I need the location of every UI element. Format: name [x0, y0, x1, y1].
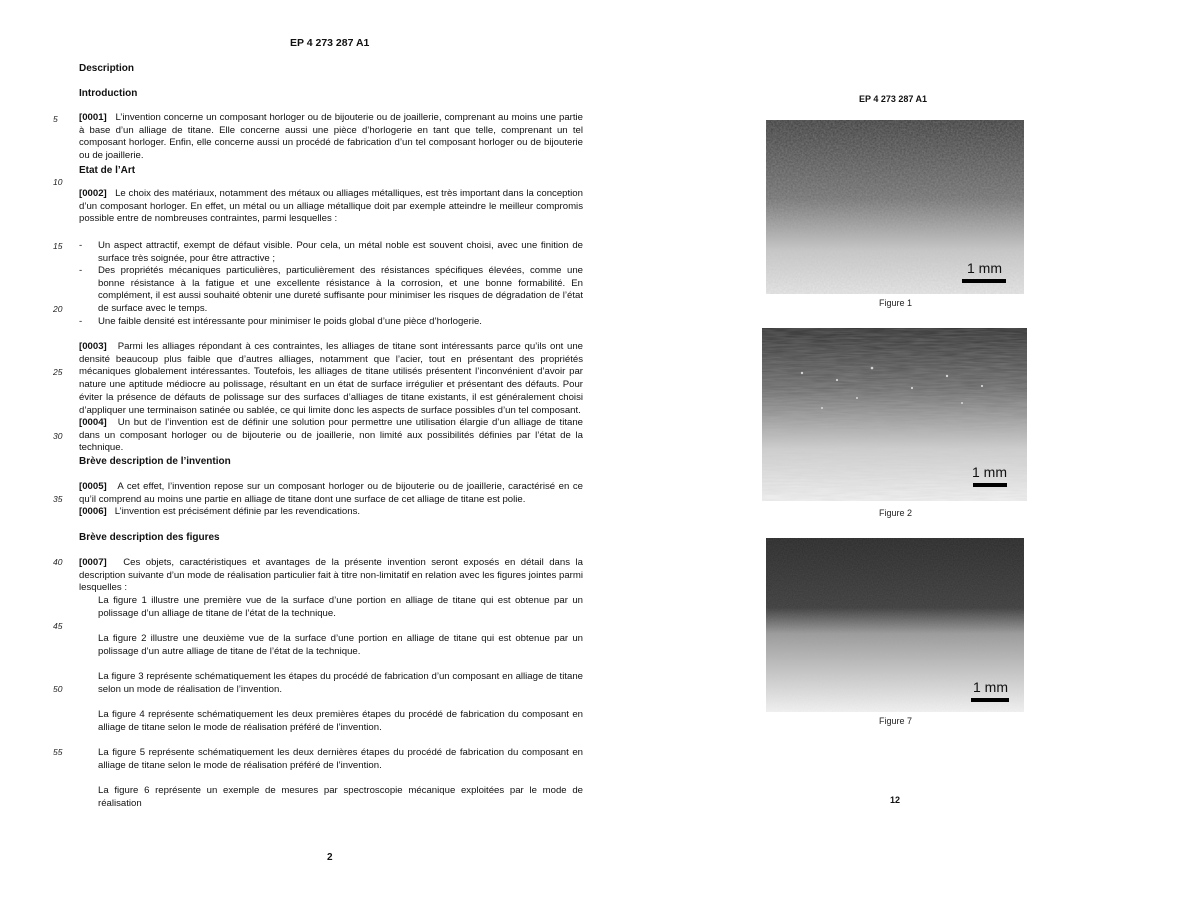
paragraph-text: Parmi les alliages répondant à ces contraintes, les alliages de titane sont intéressants parce qu’ils ont une densité beaucoup plus faible que d’autres alliages, notamment que l’acier, tout en présentant des propriétés mécaniques globalement intéressantes. Toutefois, les alliages de titane utilisés présentent l’inconvénient d’avoir par nature une aptitude médiocre au polissage, résultant en un état de surface irrégulier et présentant des défauts. Pour éviter la présence de défauts de polissage sur des surfaces d’alliages de titane existants, il est généralement choisi d’appliquer une terminaison satinée ou sablée, ce qui limite donc les aspects de surface possibles d’un tel composant.	[79, 341, 583, 416]
bullet-text: Un aspect attractif, exempt de défaut visible. Pour cela, un métal noble est souvent choisi, avec une finition de surface très soignée, pour être attractive ;	[98, 240, 583, 264]
page-number: 12	[890, 795, 901, 805]
paragraph-0007	[79, 557, 583, 595]
line-number: 25	[53, 367, 63, 377]
scale-label: 1 mm	[973, 679, 1008, 695]
paragraph-number: [0005]	[79, 481, 107, 492]
line-number: 10	[53, 177, 63, 187]
page-number: 2	[327, 852, 333, 863]
figure-7-micrograph	[766, 538, 1024, 712]
right-page	[640, 0, 1200, 897]
line-number: 35	[53, 494, 63, 504]
bullet-dash: -	[79, 240, 83, 251]
scale-label: 1 mm	[972, 464, 1007, 480]
section-description: Description	[79, 63, 135, 74]
paragraph-text: Un but de l’invention est de définir une solution pour permettre une utilisation élargie d’un alliage de titane dans un composant horloger ou de bijouterie ou de joaillerie, non limité aux possibilités définies par l’état de la technique.	[79, 417, 584, 454]
section-figures: Brève description des figures	[79, 532, 220, 543]
bullet-text: Des propriétés mécaniques particulières, particulièrement des résistances spécifiques élevées, comme une bonne résistance à la fatigue et une excellente résistance à la corrosion, et une bonne formabilité. En complément, il est aussi souhaité obtenir une dureté suffisante pour minimiser les risques de dégradation de l’état de surface avec le temps.	[98, 265, 583, 315]
paragraph-0003	[79, 341, 583, 417]
line-number: 50	[53, 684, 63, 694]
line-number: 30	[53, 431, 63, 441]
figure-caption: Figure 2	[879, 508, 913, 518]
page-header: EP 4 273 287 A1	[859, 94, 928, 104]
paragraph-number: [0006]	[79, 506, 107, 517]
bullet-text: Une faible densité est intéressante pour minimiser le poids global d’une pièce d’horlogerie.	[98, 316, 482, 327]
paragraph-0004	[79, 417, 583, 455]
paragraph-number: [0004]	[79, 417, 107, 428]
line-number: 45	[53, 621, 63, 631]
paragraph-text: L’invention concerne un composant horloger ou de bijouterie ou de joaillerie, comprenant au moins une partie à base d’un alliage de titane. Elle concerne aussi une pièce d’horlogerie en tant que telle, comprenant un tel composant horloger. Enfin, elle concerne aussi un procédé de fabrication d’un tel composant horloger ou de bijouterie ou de joaillerie.	[79, 112, 584, 162]
paragraph-number: [0003]	[79, 341, 107, 352]
section-summary: Brève description de l’invention	[79, 456, 231, 467]
section-prior-art: Etat de l’Art	[79, 165, 136, 176]
line-number: 5	[53, 114, 58, 124]
page-header: EP 4 273 287 A1	[290, 37, 370, 49]
section-introduction: Introduction	[79, 88, 138, 99]
paragraph-0006	[79, 506, 583, 519]
figure-description: La figure 1 illustre une première vue de la surface d’une portion en alliage de titane qui est obtenue par un polissage d’un alliage de titane de l’état de la technique.	[98, 595, 583, 619]
paragraph-text: L’invention est précisément définie par les revendications.	[114, 506, 361, 517]
paragraph-number: [0002]	[79, 188, 107, 199]
figure-description: La figure 6 représente un exemple de mesures par spectroscopie mécanique exploitées par le mode de réalisation	[98, 785, 583, 809]
scale-bar	[962, 279, 1006, 283]
paragraph-0005	[79, 481, 583, 506]
figure-1-micrograph	[766, 120, 1024, 294]
paragraph-text: Ces objets, caractéristiques et avantages de la présente invention seront exposés en détail dans la description suivante d’un mode de réalisation particulier fait à titre non-limitatif en relation avec les figures jointes parmi lesquelles :	[79, 557, 583, 594]
line-number: 55	[53, 747, 63, 757]
paragraph-0002	[79, 188, 583, 226]
bullet-dash: -	[79, 265, 83, 276]
paragraph-number: [0001]	[79, 112, 107, 123]
scale-bar	[973, 483, 1007, 487]
line-number: 40	[53, 557, 63, 567]
paragraph-number: [0007]	[79, 557, 107, 568]
figure-description: La figure 4 représente schématiquement les deux premières étapes du procédé de fabrication du composant en alliage de titane selon le mode de réalisation préféré de l’invention.	[98, 709, 583, 733]
figure-description: La figure 2 illustre une deuxième vue de la surface d’une portion en alliage de titane qui est obtenue par un polissage d’un autre alliage de titane de l’état de la technique.	[98, 633, 583, 657]
line-number: 15	[53, 241, 63, 251]
figure-2-micrograph	[762, 328, 1027, 501]
figure-description: La figure 3 représente schématiquement les étapes du procédé de fabrication d’un composant en alliage de titane selon un mode de réalisation de l’invention.	[98, 671, 583, 695]
paragraph-0001	[79, 112, 583, 163]
line-number: 20	[53, 304, 63, 314]
figure-caption: Figure 7	[879, 716, 913, 726]
scale-bar	[971, 698, 1009, 702]
figure-description: La figure 5 représente schématiquement les deux dernières étapes du procédé de fabrication du composant en alliage de titane selon le mode de réalisation préféré de l’invention.	[98, 747, 583, 771]
figure-caption: Figure 1	[879, 298, 913, 308]
bullet-dash: -	[79, 316, 83, 327]
scale-label: 1 mm	[967, 260, 1002, 276]
paragraph-text: A cet effet, l’invention repose sur un composant horloger ou de bijouterie ou de joaillerie, caractérisé en ce qu’il comprend au moins une partie en alliage de titane dont une surface de cet alliage de titane est polie.	[79, 481, 583, 505]
paragraph-text: Le choix des matériaux, notamment des métaux ou alliages métalliques, est très important dans la conception d’un composant horloger. En effet, un métal ou un alliage métallique doit par exemple atteindre le meilleur compromis possible entre de nombreuses contraintes, parmi lesquelles :	[79, 188, 583, 225]
